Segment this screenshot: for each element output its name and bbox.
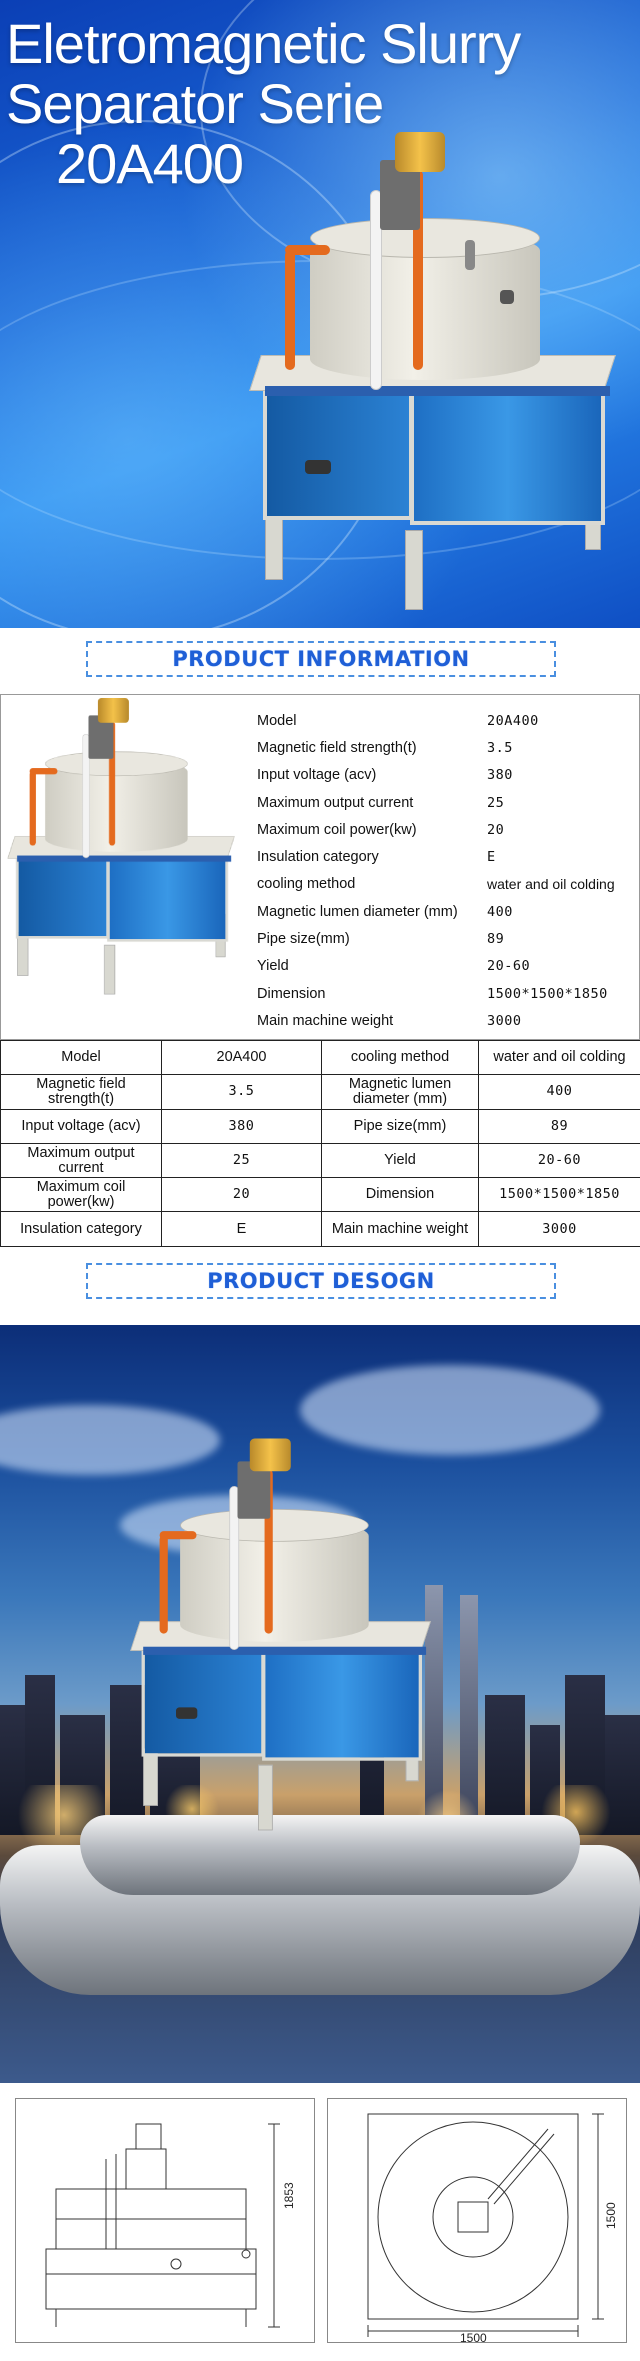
depth-dimension: 1500 [604, 2202, 618, 2229]
spec-label: Main machine weight [257, 1012, 394, 1029]
table-row [1, 1143, 640, 1177]
machine-thumbnail [11, 703, 160, 908]
table-row [1, 1178, 640, 1212]
spec-value: E [487, 849, 496, 866]
machine-outlet [305, 460, 331, 474]
vent-pipe [465, 240, 475, 270]
width-dimension: 1500 [460, 2331, 487, 2345]
machine-band [265, 386, 610, 396]
section-title-product-information [86, 641, 556, 677]
spec-value: 20-60 [487, 958, 531, 975]
section-title-text: PRODUCT INFORMATION [172, 647, 470, 671]
spec-value: 20 [487, 821, 505, 838]
spec-table [0, 1040, 640, 1247]
table-label-cell: Pipe size(mm) [322, 1109, 479, 1143]
height-dimension: 1853 [282, 2182, 296, 2209]
orange-pipe [285, 250, 295, 370]
hero-title-line3: 20A400 [56, 132, 244, 195]
table-label-cell: Yield [322, 1143, 479, 1177]
machine-image [255, 140, 615, 620]
table-label-cell: Model [1, 1041, 162, 1075]
machine-tank-lid [310, 218, 540, 258]
machine-tank-lid [45, 751, 188, 776]
top-view-drawing [327, 2098, 627, 2343]
table-value-cell: 20 [162, 1178, 322, 1212]
table-label-cell: cooling method [322, 1041, 479, 1075]
table-value-cell: 20-60 [479, 1143, 640, 1177]
table-label-cell: Maximum coil power(kw) [1, 1178, 162, 1212]
front-view-drawing [15, 2098, 315, 2343]
spec-row [257, 1007, 637, 1034]
machine-leg [143, 1748, 158, 1805]
table-label-cell: Insulation category [1, 1212, 162, 1246]
section-title-product-design [86, 1263, 556, 1299]
spec-row [257, 762, 637, 789]
spec-row [257, 843, 637, 870]
orange-pipe [30, 768, 58, 774]
spec-value: 1500*1500*1850 [487, 985, 608, 1002]
spec-value: 400 [487, 903, 513, 920]
hero-banner [0, 0, 640, 628]
spec-row [257, 953, 637, 980]
spec-value: 380 [487, 767, 513, 784]
spec-label: Model [257, 712, 297, 729]
table-value-cell: 3.5 [162, 1075, 322, 1109]
hero-title-line1: Eletromagnetic Slurry [6, 12, 521, 75]
spec-label: Input voltage (acv) [257, 767, 377, 784]
spec-value: 3000 [487, 1012, 522, 1029]
spec-value: 89 [487, 931, 505, 948]
machine-tank-lid [180, 1509, 369, 1542]
technical-drawings [0, 2083, 640, 2361]
spec-row [257, 707, 637, 734]
motor [395, 132, 445, 172]
machine-leg [265, 510, 283, 580]
machine-image [135, 1445, 430, 1839]
machine-leg [405, 530, 423, 610]
top-view-svg [328, 2099, 628, 2344]
motor [250, 1438, 291, 1471]
table-label-cell: Input voltage (acv) [1, 1109, 162, 1143]
table-label-cell: Maximum output current [1, 1143, 162, 1177]
table-row [1, 1041, 640, 1075]
spec-value: water and oil colding [487, 875, 615, 892]
spec-value: 25 [487, 794, 505, 811]
spec-label: Yield [257, 958, 289, 975]
table-value-cell: water and oil colding [479, 1041, 640, 1075]
spec-row [257, 925, 637, 952]
spec-value: 20A400 [487, 712, 539, 729]
spec-label: Pipe size(mm) [257, 931, 350, 948]
spec-row [257, 980, 637, 1007]
machine-base-side [16, 858, 109, 939]
cloud [300, 1365, 600, 1455]
table-value-cell: E [162, 1212, 322, 1246]
machine-base-side [142, 1650, 265, 1757]
table-value-cell: 380 [162, 1109, 322, 1143]
machine-outlet [176, 1707, 197, 1718]
table-value-cell: 25 [162, 1143, 322, 1177]
table-row [1, 1075, 640, 1109]
table-value-cell: 400 [479, 1075, 640, 1109]
spec-row [257, 871, 637, 898]
table-row [1, 1109, 640, 1143]
hero-title-line2: Separator Serie [6, 72, 384, 135]
table-row [1, 1212, 640, 1246]
motor [98, 698, 129, 723]
spec-list [257, 707, 637, 1035]
spec-label: Maximum coil power(kw) [257, 821, 417, 838]
orange-pipe [160, 1531, 197, 1539]
machine-leg [17, 932, 28, 975]
spec-label: Insulation category [257, 849, 379, 866]
spec-label: Magnetic lumen diameter (mm) [257, 903, 458, 920]
machine-base-side [263, 390, 413, 520]
table-label-cell: Magnetic field strength(t) [1, 1075, 162, 1109]
spec-row [257, 816, 637, 843]
spec-row [257, 789, 637, 816]
orange-pipe [30, 771, 36, 845]
spec-label: cooling method [257, 876, 356, 893]
orange-pipe [285, 245, 330, 255]
machine-leg [104, 945, 115, 995]
control-panel [500, 290, 514, 304]
table-value-cell: 89 [479, 1109, 640, 1143]
product-info-box [0, 694, 640, 1040]
spec-label: Magnetic field strength(t) [257, 739, 417, 756]
table-value-cell: 3000 [479, 1212, 640, 1246]
spec-label: Maximum output current [257, 794, 414, 811]
table-label-cell: Magnetic lumen diameter (mm) [322, 1075, 479, 1109]
spec-label: Dimension [257, 985, 326, 1002]
table-label-cell: Main machine weight [322, 1212, 479, 1246]
machine-band [143, 1647, 426, 1655]
front-view-svg [16, 2099, 316, 2344]
city-scene-image [0, 1325, 640, 2083]
spec-value: 3.5 [487, 739, 513, 756]
spec-row [257, 898, 637, 925]
table-label-cell: Dimension [322, 1178, 479, 1212]
orange-pipe [160, 1535, 168, 1633]
table-value-cell: 1500*1500*1850 [479, 1178, 640, 1212]
machine-leg [258, 1765, 273, 1831]
section-title-text: PRODUCT DESOGN [207, 1269, 435, 1293]
table-value-cell: 20A400 [162, 1041, 322, 1075]
spec-row [257, 734, 637, 761]
machine-band [17, 856, 231, 862]
